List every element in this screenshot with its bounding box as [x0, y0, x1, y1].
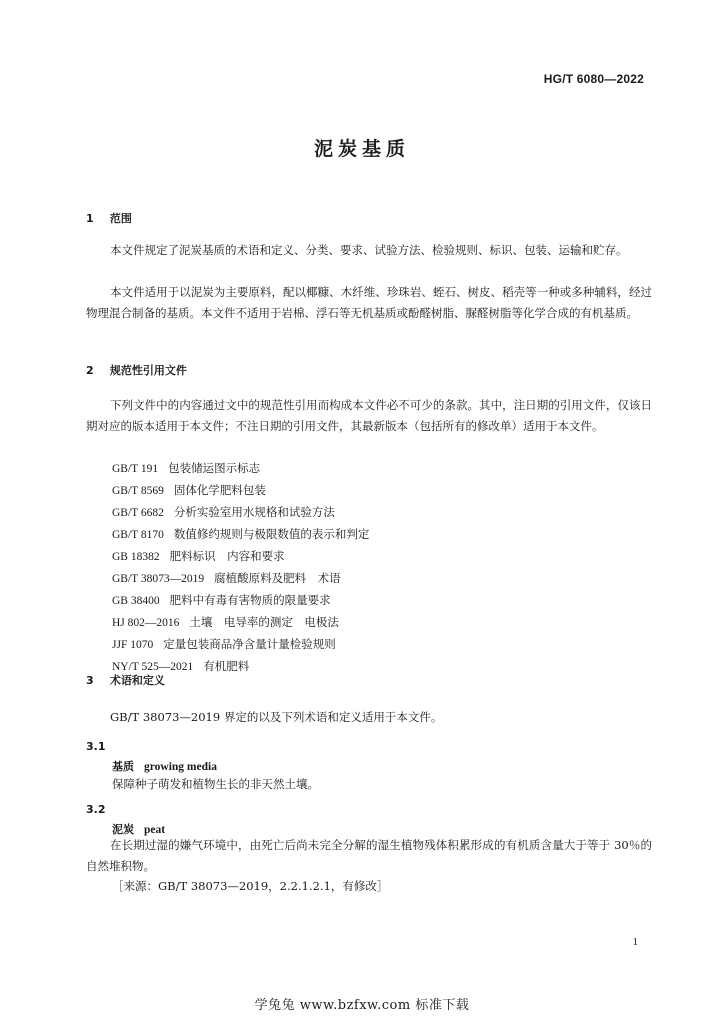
scope-paragraph-2: 本文件适用于以泥炭为主要原料，配以椰糠、木纤维、珍珠岩、蛭石、树皮、稻壳等一种或多种辅料，经过物理混合制备的基质。本文件不适用于岩棉、浮石等无机基质或酚醛树脂、脲醛树脂等化学合成的有机基质。	[86, 285, 652, 320]
reference-item: GB 38400 肥料中有毒有害物质的限量要求	[112, 593, 331, 607]
term-source: ［来源：GB/T 38073—2019，2.2.1.2.1，有修改］	[112, 879, 389, 893]
section-2-heading	[86, 362, 187, 378]
reference-item: GB/T 191 包装储运图示标志	[112, 461, 261, 475]
document-title: 泥炭基质	[313, 138, 410, 160]
term-definition: 在长期过湿的嫌气环境中，由死亡后尚未完全分解的湿生植物残体积累形成的有机质含量大于等于 30％的自然堆积物。	[86, 838, 652, 873]
section-1-heading	[86, 210, 132, 226]
term-definition: 保障种子萌发和植物生长的非天然土壤。	[112, 777, 319, 791]
term-en: growing media	[144, 761, 217, 773]
terms-intro: GB/T 38073—2019 界定的以及下列术语和定义适用于本文件。	[110, 710, 443, 724]
term-zh: 泥炭	[112, 823, 134, 836]
reference-item: GB/T 8170 数值修约规则与极限数值的表示和判定	[112, 527, 370, 541]
reference-item: GB/T 8569 固体化学肥料包装	[112, 483, 266, 497]
reference-item: GB/T 38073—2019 腐植酸原料及肥料 术语	[112, 571, 341, 585]
standard-code: HG/T 6080—2022	[543, 72, 644, 86]
section-number: 1	[86, 212, 94, 225]
reference-item: JJF 1070 定量包装商品净含量计量检验规则	[112, 637, 336, 651]
reference-item: NY/T 525—2021 有机肥料	[112, 659, 250, 673]
term-number: 3.1	[86, 740, 106, 753]
term-en: peat	[144, 824, 166, 836]
section-number: 3	[86, 674, 94, 687]
page-number: 1	[632, 936, 638, 948]
section-title: 范围	[109, 212, 132, 225]
section-3-heading	[86, 672, 165, 688]
normative-references-intro: 下列文件中的内容通过文中的规范性引用而构成本文件必不可少的条款。其中，注日期的引用文件，仅该日期对应的版本适用于本文件；不注日期的引用文件，其最新版本（包括所有的修改单）适用于本文件。	[86, 398, 652, 433]
term-zh: 基质	[112, 760, 134, 773]
reference-item: GB 18382 肥料标识 内容和要求	[112, 549, 285, 563]
term-number: 3.2	[86, 803, 106, 816]
section-title: 术语和定义	[109, 674, 165, 687]
footer-watermark: 学兔兔 www.bzfxw.com 标准下载	[254, 998, 470, 1013]
reference-list	[112, 458, 369, 678]
section-title: 规范性引用文件	[109, 364, 187, 377]
section-number: 2	[86, 364, 94, 377]
term-heading	[112, 758, 217, 774]
reference-item: GB/T 6682 分析实验室用水规格和试验方法	[112, 505, 335, 519]
reference-item: HJ 802—2016 土壤 电导率的测定 电极法	[112, 615, 339, 629]
scope-paragraph-1: 本文件规定了泥炭基质的术语和定义、分类、要求、试验方法、检验规则、标识、包装、运输和贮存。	[110, 243, 628, 257]
